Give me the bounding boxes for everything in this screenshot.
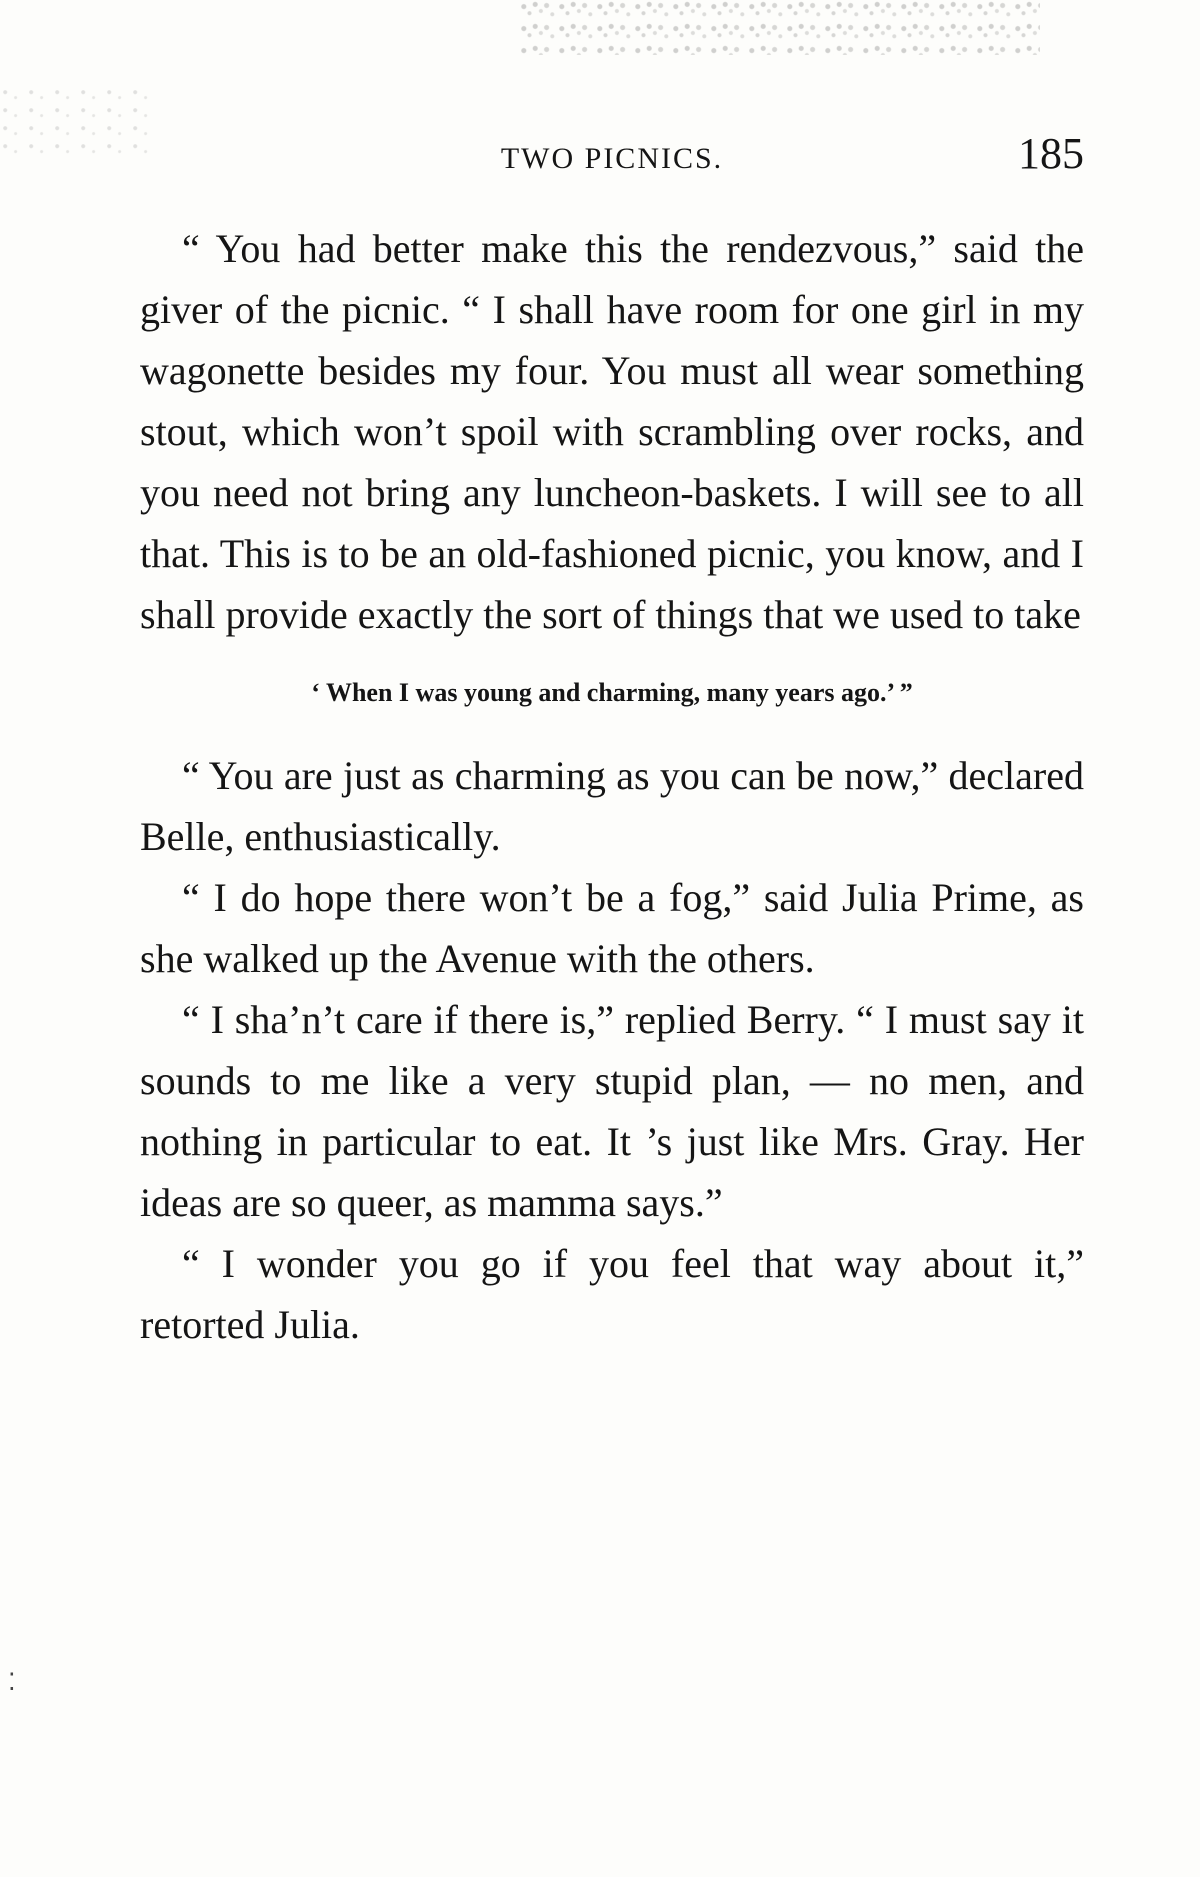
paragraph-2: “ You are just as charming as you can be now,” declared Belle, enthusiastically.	[140, 753, 1084, 859]
paragraph-5: “ I wonder you go if you feel that way about it,” retorted Julia.	[140, 1241, 1084, 1347]
page-number: 185	[1018, 129, 1084, 178]
running-title: TWO PICNICS.	[500, 142, 724, 175]
margin-smudge: ⁚	[8, 1670, 16, 1696]
verse-quote: ‘ When I was young and charming, many years ago.’ ”	[311, 678, 913, 707]
scan-noise-left	[0, 85, 150, 155]
body-text	[140, 218, 1084, 1355]
paragraph-3: “ I do hope there won’t be a fog,” said Julia Prime, as she walked up the Avenue with the others.	[140, 875, 1084, 981]
scan-noise-top	[520, 0, 1040, 55]
paragraph-4: “ I sha’n’t care if there is,” replied Berry. “ I must say it sounds to me like a very stupid plan, — no men, and nothing in particular to eat. It ’s just like Mrs. Gray. Her ideas are so queer, as mamma says.”	[140, 997, 1084, 1225]
page-header	[140, 128, 1084, 178]
paragraph-1: “ You had better make this the rendezvous,” said the giver of the picnic. “ I shall have room for one girl in my wagonette besides my four. You must all wear something stout, which won’t spoil with scrambling over rocks, and you need not bring any luncheon-baskets. I will see to all that. This is to be an old-fashioned picnic, you know, and I shall provide exactly the sort of things that we used to take	[140, 226, 1084, 637]
